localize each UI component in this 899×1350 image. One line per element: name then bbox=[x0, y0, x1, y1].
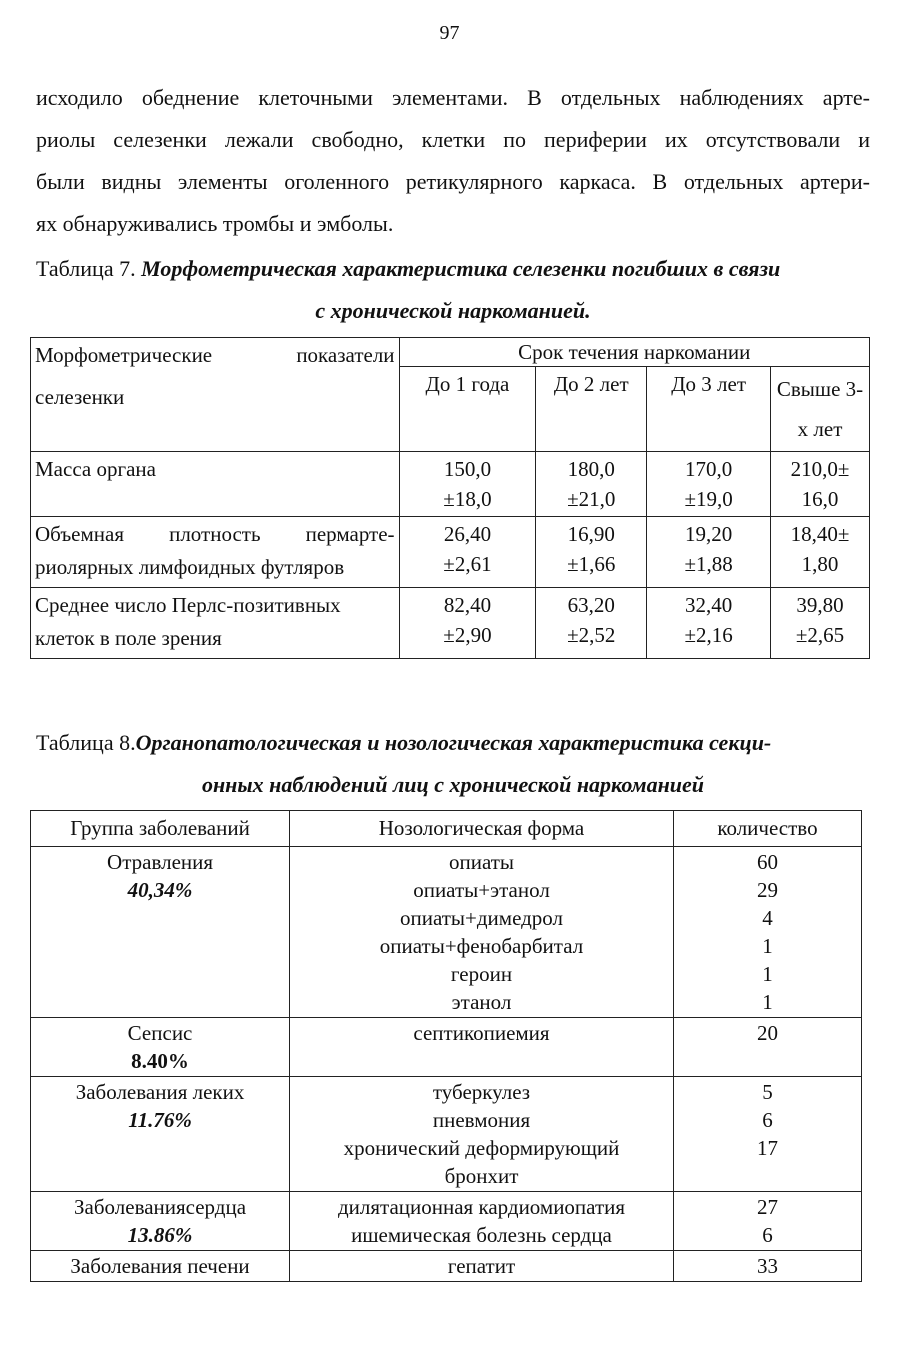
table7-caption bbox=[36, 248, 870, 332]
table8-group bbox=[31, 1077, 290, 1192]
table7-cell: 18,40± 1,80 bbox=[771, 517, 870, 588]
table8-header: Нозологическая форма bbox=[290, 811, 674, 847]
table8-form: ишемическая болезнь сердца bbox=[351, 1223, 612, 1247]
table8-group-name: Сепсис bbox=[127, 1021, 193, 1045]
table8-form: септикопиемия bbox=[413, 1021, 550, 1045]
table8-form: гепатит bbox=[447, 1254, 516, 1278]
table8-form: опиаты+димедрол bbox=[399, 906, 564, 930]
table8-caption bbox=[36, 722, 870, 806]
paragraph-line: ях обнаруживались тромбы и эмболы. bbox=[36, 211, 394, 236]
table8-group-name: Заболеваниясердца bbox=[74, 1195, 247, 1219]
table8-form: туберкулез bbox=[432, 1080, 531, 1104]
table7-cell: 26,40 ±2,61 bbox=[399, 517, 536, 588]
table8-count: 6 bbox=[762, 1223, 773, 1247]
table7 bbox=[30, 337, 870, 659]
table8-count: 20 bbox=[756, 1021, 778, 1045]
table7-cell: 210,0± 16,0 bbox=[771, 452, 870, 517]
table8-group-percent: 11.76% bbox=[128, 1108, 192, 1132]
table7-row-label-line: клеток в поле зрения bbox=[35, 626, 222, 650]
table8 bbox=[30, 810, 862, 1282]
table8-forms bbox=[290, 1018, 674, 1077]
table8-forms bbox=[290, 847, 674, 1018]
table7-caption-prefix: Таблица 7. bbox=[36, 256, 136, 281]
table8-group bbox=[31, 1192, 290, 1251]
table8-forms bbox=[290, 1251, 674, 1282]
table7-cell: 170,0 ±19,0 bbox=[647, 452, 771, 517]
table8-count: 27 bbox=[756, 1195, 778, 1219]
table8-forms bbox=[290, 1077, 674, 1192]
table7-cell: 39,80 ±2,65 bbox=[771, 588, 870, 659]
table7-header-group: Срок течения наркомании bbox=[399, 338, 869, 367]
table8-counts bbox=[673, 1077, 861, 1192]
table7-cell: 63,20 ±2,52 bbox=[536, 588, 647, 659]
table8-count: 60 bbox=[756, 850, 778, 874]
table8-form: дилятационная кардиомиопатия bbox=[337, 1195, 626, 1219]
table8-count: 1 bbox=[762, 934, 773, 958]
table8-header: количество bbox=[673, 811, 861, 847]
table8-form: бронхит bbox=[444, 1164, 519, 1188]
table8-header: Группа заболеваний bbox=[31, 811, 290, 847]
table7-cell: 16,90 ±1,66 bbox=[536, 517, 647, 588]
table8-group bbox=[31, 1251, 290, 1282]
table8-count: 4 bbox=[762, 906, 773, 930]
table7-period: До 3 лет bbox=[647, 367, 771, 452]
table8-count: 29 bbox=[756, 878, 778, 902]
table8-caption-title-cont: онных наблюдений лиц с хронической наркоманией bbox=[201, 772, 705, 797]
table7-row-label-line: риолярных лимфоидных футляров bbox=[35, 555, 345, 579]
table8-caption-title: Органопатологическая и нозологическая характеристика секци- bbox=[135, 730, 772, 755]
table8-form: героин bbox=[450, 962, 513, 986]
table8-count: 5 bbox=[762, 1080, 773, 1104]
table7-row-label-line: Масса органа bbox=[35, 457, 156, 481]
table7-period: До 1 года bbox=[399, 367, 536, 452]
table8-counts bbox=[673, 1192, 861, 1251]
table8-form: этанол bbox=[451, 990, 512, 1014]
table7-caption-title-cont: с хронической наркоманией. bbox=[315, 298, 591, 323]
table7-row-label bbox=[31, 588, 400, 659]
table8-group-percent: 13.86% bbox=[127, 1223, 193, 1247]
paragraph-line: были видны элементы оголенного ретикулярного каркаса. В отдельных артери- bbox=[36, 169, 870, 194]
body-paragraph bbox=[36, 77, 870, 245]
table8-group-percent: 8.40% bbox=[131, 1049, 189, 1073]
table8-count: 6 bbox=[762, 1108, 773, 1132]
table7-row-label bbox=[31, 517, 400, 588]
table7-cell: 19,20 ±1,88 bbox=[647, 517, 771, 588]
table8-count: 1 bbox=[762, 990, 773, 1014]
table7-cell: 180,0 ±21,0 bbox=[536, 452, 647, 517]
table7-row-label-line: Объемная плотность пермарте- bbox=[35, 522, 395, 546]
table7-header-label bbox=[31, 338, 400, 452]
table7-header-label-line: селезенки bbox=[35, 385, 125, 409]
table8-group-name: Отравления bbox=[107, 850, 214, 874]
table8-count: 33 bbox=[756, 1254, 778, 1278]
paragraph-line: исходило обеднение клеточными элементами. В отдельных наблюдениях арте- bbox=[36, 85, 870, 110]
table7-period: До 2 лет bbox=[536, 367, 647, 452]
table7-caption-title: Морфометрическая характеристика селезенки погибших в связи bbox=[141, 256, 781, 281]
table7-period: Свыше 3-х лет bbox=[771, 367, 870, 452]
table8-forms bbox=[290, 1192, 674, 1251]
table8-counts bbox=[673, 1018, 861, 1077]
table8-form: пневмония bbox=[432, 1108, 531, 1132]
table8-counts bbox=[673, 847, 861, 1018]
table8-count: 1 bbox=[762, 962, 773, 986]
table8-count: 17 bbox=[756, 1136, 778, 1160]
table8-form: опиаты+этанол bbox=[413, 878, 550, 902]
table8-form: опиаты bbox=[448, 850, 515, 874]
table8-caption-prefix: Таблица 8. bbox=[36, 730, 136, 755]
table7-row-label bbox=[31, 452, 400, 517]
table8-counts bbox=[673, 1251, 861, 1282]
table8-group-name: Заболевания леких bbox=[75, 1080, 245, 1104]
table7-row-label-line: Среднее число Перлс-позитивных bbox=[35, 593, 341, 617]
page-number: 97 bbox=[439, 22, 460, 44]
table8-group bbox=[31, 847, 290, 1018]
table7-cell: 150,0 ±18,0 bbox=[399, 452, 536, 517]
table7-header-label-line: Морфометрические показатели bbox=[35, 343, 395, 367]
table7-cell: 82,40 ±2,90 bbox=[399, 588, 536, 659]
table8-group bbox=[31, 1018, 290, 1077]
table8-form: опиаты+фенобарбитал bbox=[379, 934, 584, 958]
table8-form: хронический деформирующий bbox=[343, 1136, 620, 1160]
table8-group-name: Заболевания печени bbox=[70, 1254, 250, 1278]
paragraph-line: риолы селезенки лежали свободно, клетки по периферии их отсутствовали и bbox=[36, 127, 870, 152]
table8-group-percent: 40,34% bbox=[127, 878, 193, 902]
table7-cell: 32,40 ±2,16 bbox=[647, 588, 771, 659]
